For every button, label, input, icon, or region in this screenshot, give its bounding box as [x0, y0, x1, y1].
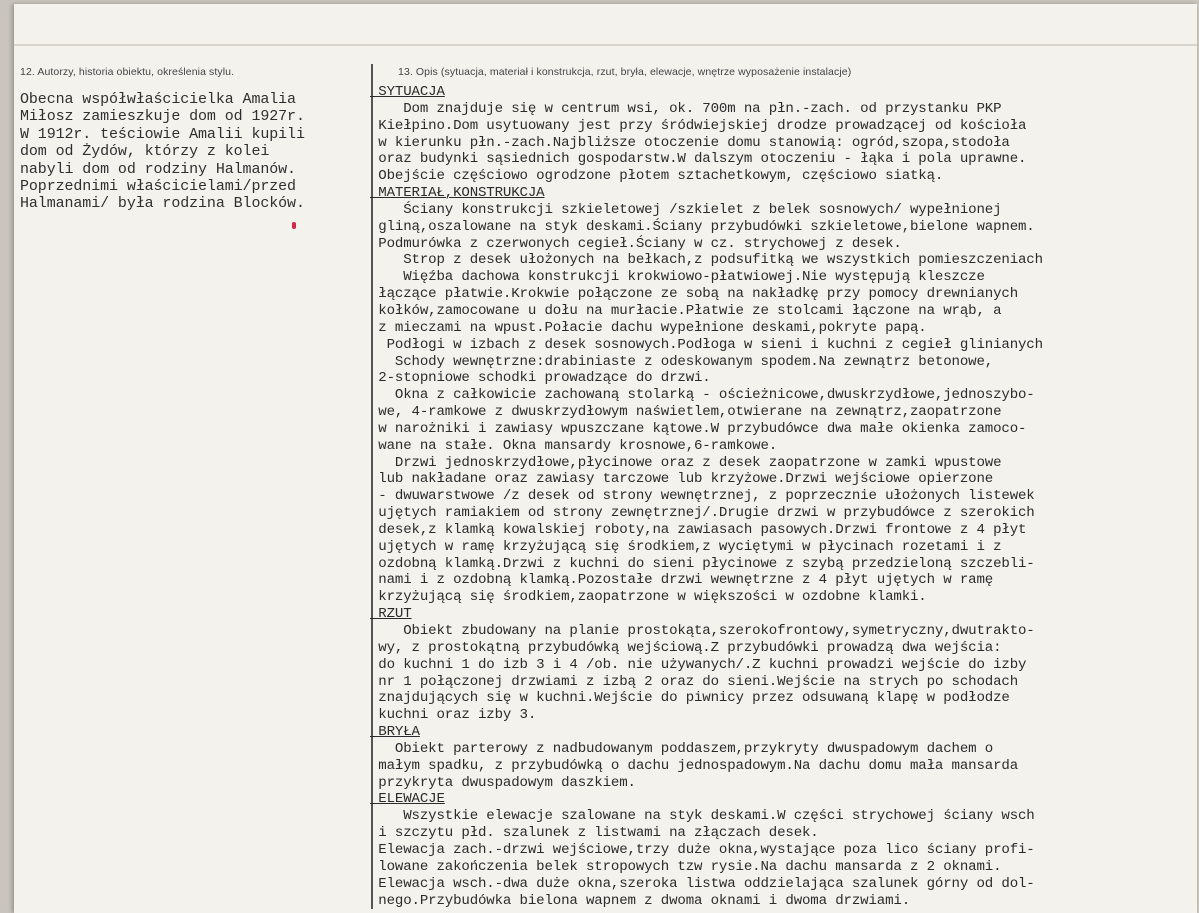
history-line: Poprzednimi właścicielami/przed	[20, 178, 296, 196]
description-line: nr 1 połączonej drzwiami z izbą 2 oraz do sieni.Wejście na strych po schodach	[370, 673, 1018, 690]
description-line: do kuchni 1 do izb 3 i 4 /ob. nie używanych/.Z kuchni prowadzi wejście do izby	[370, 656, 1027, 673]
description-line: Obejście częściowo ogrodzone płotem sztachetkowym, częściowo siatką.	[370, 168, 944, 185]
description-line: Podłogi w izbach z desek sosnowych.Podłoga w sieni i kuchni z cegieł glinianych	[370, 336, 1043, 353]
history-line: nabyli dom od rodziny Halmanów.	[20, 160, 296, 178]
description-line: Elewacja wsch.-dwa duże okna,szeroka listwa oddzielająca szalunek górny od dol-	[370, 875, 1035, 892]
history-line: Miłosz zamieszkuje dom od 1927r.	[20, 108, 305, 126]
description-line: - dwuwarstwowe /z desek od strony wewnętrznej, z poprzecznie ułożonych listewek	[370, 488, 1035, 505]
description-line: kuchni oraz izby 3.	[370, 707, 537, 724]
description-line: w kierunku płn.-zach.Najbliższe otoczenie domu stanowią: ogród,szopa,stodoła	[370, 134, 1010, 151]
description-line: i szczytu płd. szalunek z listwami na złączach desek.	[370, 825, 819, 842]
description-line: Obiekt parterowy z nadbudowanym poddaszem,przykryty dwuspadowym dachem o	[370, 740, 994, 757]
history-line: dom od Żydów, którzy z kolei	[20, 143, 270, 161]
description-line: łączące płatwie.Krokwie połączone ze sobą na nakładkę przy pomocy drewnianych	[370, 286, 1018, 303]
section-heading	[370, 84, 1192, 101]
description-line: desek,z klamką kowalskiej roboty,na zawiasach pasowych.Drzwi frontowe z 4 płyt	[370, 521, 1027, 538]
description-line: małym spadku, z przybudówką o dachu jednospadowym.Na dachu domu mała mansarda	[370, 757, 1018, 774]
description-line: ujętych w ramę krzyżującą się środkiem,z wyciętymi w płycinach rozetami i z	[370, 538, 1002, 555]
history-line: Halmanami/ była rodzina Blocków.	[20, 195, 305, 213]
red-ink-mark	[292, 222, 296, 229]
description-line: Okna z całkowicie zachowaną stolarką - ościeżnicowe,dwuskrzydłowe,jednoszybo-	[370, 387, 1035, 404]
description-line: z mieczami na wpust.Połacie dachu wypełnione deskami,pokryte papą.	[370, 319, 927, 336]
description-line: Strop z desek ułożonych na bełkach,z podsufitką we wszystkich pomieszczeniach	[370, 252, 1043, 269]
section-heading-label: SYTUACJA	[370, 84, 445, 100]
right-column-header: 13. Opis (sytuacja, materiał i konstrukcja, rzut, bryła, elewacje, wnętrze wyposażenie instalacje)	[398, 66, 852, 78]
description-line: nego.Przybudówka bielona wapnem z dwoma oknami i dwoma drzwiami.	[370, 892, 910, 909]
description-text-block	[370, 84, 1192, 909]
description-line: 2-stopniowe schodki prowadzące do drzwi.	[370, 370, 711, 387]
section-heading-label: MATERIAŁ,KONSTRUKCJA	[370, 185, 545, 202]
description-line: Drzwi jednoskrzydłowe,płycinowe oraz z desek zaopatrzone w zamki wpustowe	[370, 454, 1002, 471]
description-line: Schody wewnętrzne:drabiniaste z odeskowanym spodem.Na zewnątrz betonowe,	[370, 353, 994, 370]
description-line: ozdobną klamką.Drzwi z kuchni do sieni płycinowe z szybą przedzieloną szczebli-	[370, 555, 1035, 572]
history-line: W 1912r. teściowie Amalii kupili	[20, 125, 305, 143]
description-line: krzyżującą się środkiem,zaopatrzone w większości w ozdobne klamki.	[370, 589, 927, 606]
history-line: Obecna współwłaścicielka Amalia	[20, 91, 296, 108]
history-text-block	[20, 91, 360, 213]
description-line: Podmurówka z czerwonych cegieł.Ściany w cz. strychowej z desek.	[370, 235, 902, 252]
description-line: Dom znajduje się w centrum wsi, ok. 700m na płn.-zach. od przystanku PKP	[370, 100, 1002, 117]
section-heading	[370, 606, 1192, 623]
description-line: w narożniki i zawiasy wpuszczane kątowe.W przybudówce dwa małe okienka zamoco-	[370, 420, 1027, 437]
section-heading-label: BRYŁA	[370, 724, 420, 741]
description-line: Ściany konstrukcji szkieletowej /szkielet z belek sosnowych/ wypełnionej	[370, 201, 1002, 218]
description-line: nami i z ozdobną klamką.Pozostałe drzwi wewnętrzne z 4 płyt ujętych w ramę	[370, 572, 994, 589]
description-line: Więźba dachowa konstrukcji krokwiowo-płatwiowej.Nie występują kleszcze	[370, 269, 985, 286]
section-heading	[370, 791, 1192, 808]
description-line: oraz budynki sąsiednich gospodarstw.W dalszym otoczeniu - łąka i pola uprawne.	[370, 151, 1027, 168]
description-line: wane na stałe. Okna mansardy krosnowe,6-ramkowe.	[370, 437, 778, 454]
section-heading	[370, 724, 1192, 741]
section-heading-label: ELEWACJE	[370, 791, 445, 808]
description-line: Kiełpino.Dom usytuowany jest przy śródwiejskiej drodze prowadzącej od kościoła	[370, 117, 1027, 134]
description-line: we, 4-ramkowe z dwuskrzydłowym naświetlem,otwierane na zewnątrz,zaopatrzone	[370, 404, 1002, 421]
section-heading-label: RZUT	[370, 606, 412, 623]
description-line: przykryta dwuspadowym daszkiem.	[370, 774, 636, 791]
description-line: ujętych ramiakiem od strony zewnętrznej/.Drugie drzwi w przybudówce z szerokich	[370, 505, 1035, 522]
description-line: Obiekt zbudowany na planie prostokąta,szerokofrontowy,symetryczny,dwutrakto-	[370, 623, 1035, 639]
description-line: kołków,zamocowane u dołu na murłacie.Płatwie ze stolcami łączone na wrąb, a	[370, 302, 1002, 319]
description-line: znajdujących się w kuchni.Wejście do piwnicy przez odsuwaną klapę w podłodze	[370, 690, 1010, 707]
left-column-header: 12. Autorzy, historia obiektu, określenia stylu.	[20, 66, 235, 78]
section-heading	[370, 185, 1192, 202]
page-fold-line	[14, 44, 1197, 46]
description-line: wy, z prostokątną przybudówką wejściową.Z przybudówki prowadzą dwa wejścia:	[370, 639, 1002, 656]
description-line: Wszystkie elewacje szalowane na styk deskami.W części strychowej ściany wsch	[370, 808, 1035, 825]
description-line: lowane zakończenia belek stropowych tzw rysie.Na dachu mansarda z 2 oknami.	[370, 858, 1002, 875]
description-line: gliną,oszalowane na styk deskami.Ściany przybudówki szkieletowe,bielone wapnem.	[370, 218, 1035, 235]
description-line: Elewacja zach.-drzwi wejściowe,trzy duże okna,wystające poza lico ściany profi-	[370, 841, 1035, 858]
description-line: lub nakładane oraz zawiasy tarczowe lub krzyżowe.Drzwi wejściowe opierzone	[370, 471, 994, 488]
